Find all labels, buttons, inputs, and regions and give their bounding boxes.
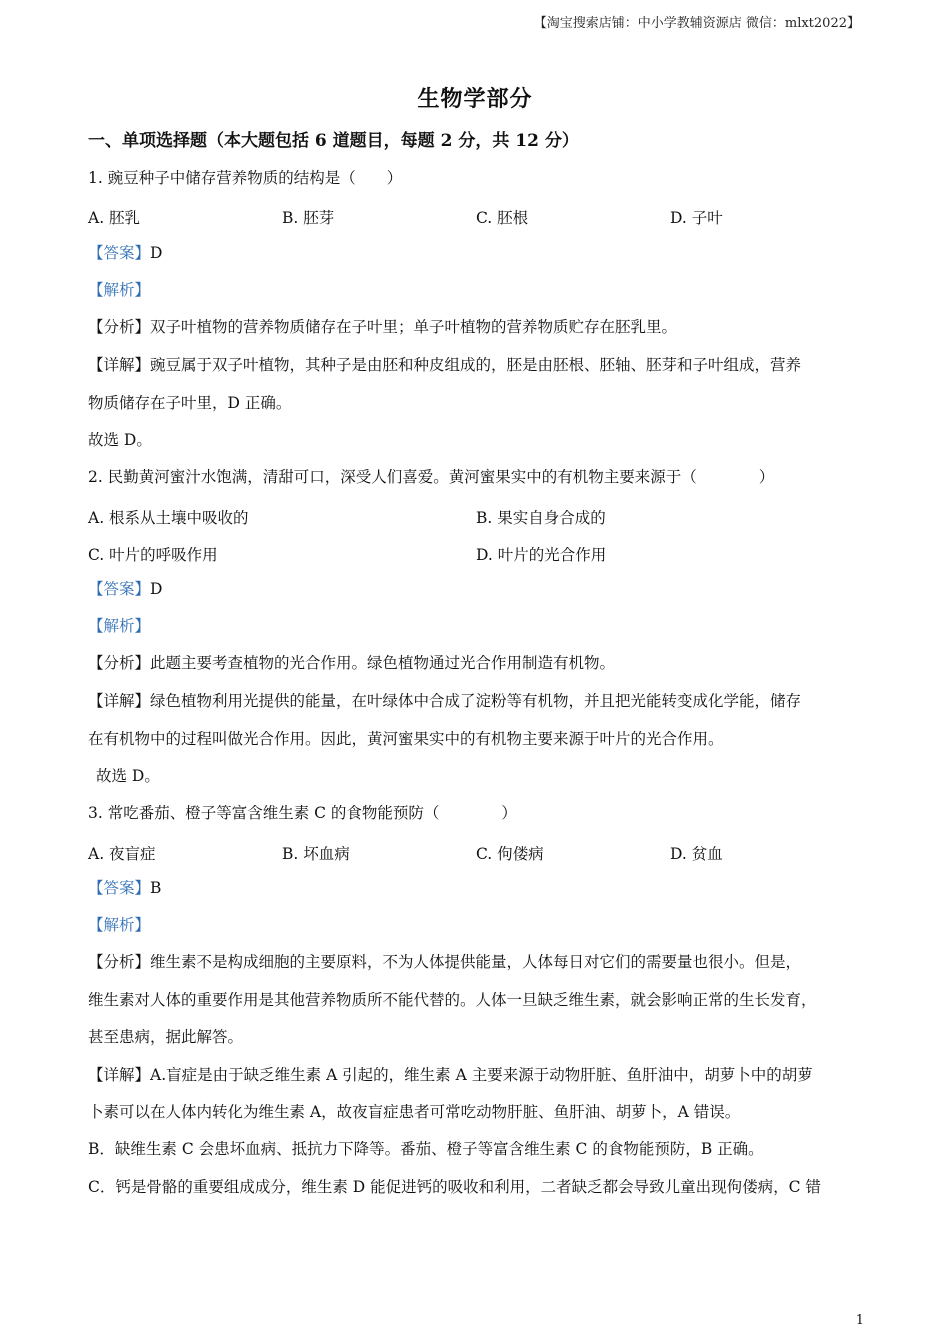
xiangjie-text: 豌豆属于双子叶植物，其种子是由胚和种皮组成的，胚是由胚根、胚轴、胚芽和子叶组成，营养 <box>150 356 802 374</box>
question-3-fenxi <box>88 953 801 972</box>
page-number: 1 <box>855 1313 864 1328</box>
question-1-xiangjie <box>88 356 801 375</box>
question-3-jiexi-tag: 【解析】 <box>88 916 151 934</box>
answer-tag: 【答案】 <box>88 580 151 598</box>
question-3-fenxi-cont-1: 维生素对人体的重要作用是其他营养物质所不能代替的。人体一旦缺乏维生素，就会影响正常的生长发育， <box>88 991 817 1009</box>
question-3-fenxi-cont-2: 甚至患病，据此解答。 <box>88 1028 244 1046</box>
xiangjie-tag: 【详解】 <box>88 356 151 374</box>
question-2-conclusion: 故选 D。 <box>96 767 160 785</box>
question-1-option-b: B. 胚芽 <box>282 209 335 227</box>
section-heading: 一、单项选择题（本大题包括 6 道题目，每题 2 分，共 12 分） <box>88 131 579 151</box>
question-1-stem: 1. 豌豆种子中储存营养物质的结构是（ ） <box>88 169 403 187</box>
question-3-xiangjie-cont-3: C．钙是骨骼的重要组成成分，维生素 D 能促进钙的吸收和利用，二者缺乏都会导致儿童出现佝偻病，C 错 <box>88 1178 821 1196</box>
fenxi-tag: 【分析】 <box>88 953 151 971</box>
question-2-stem: 2. 民勤黄河蜜汁水饱满，清甜可口，深受人们喜爱。黄河蜜果实中的有机物主要来源于（ ） <box>88 468 775 486</box>
question-1-fenxi <box>88 318 677 337</box>
question-1-option-a: A. 胚乳 <box>88 209 141 227</box>
fenxi-text: 维生素不是构成细胞的主要原料，不为人体提供能量，人体每日对它们的需要量也很小。但是， <box>150 953 802 971</box>
question-3-option-d: D. 贫血 <box>670 845 723 863</box>
fenxi-tag: 【分析】 <box>88 654 151 672</box>
xiangjie-text: 绿色植物利用光提供的能量，在叶绿体中合成了淀粉等有机物，并且把光能转变成化学能，储存 <box>150 692 802 710</box>
question-1-conclusion: 故选 D。 <box>88 431 152 449</box>
question-2-option-b: B. 果实自身合成的 <box>476 509 606 527</box>
question-3-option-b: B. 坏血病 <box>282 845 350 863</box>
question-3-stem: 3. 常吃番茄、橙子等富含维生素 C 的食物能预防（ ） <box>88 804 517 822</box>
question-2-option-c: C. 叶片的呼吸作用 <box>88 546 218 564</box>
xiangjie-tag: 【详解】 <box>88 692 151 710</box>
question-2-option-a: A. 根系从土壤中吸收的 <box>88 509 249 527</box>
answer-tag: 【答案】 <box>88 244 151 262</box>
question-3-xiangjie <box>88 1066 813 1085</box>
question-3-xiangjie-cont-1: 卜素可以在人体内转化为维生素 A，故夜盲症患者可常吃动物肝脏、鱼肝油、胡萝卜，A 错误。 <box>88 1103 741 1121</box>
xiangjie-tag: 【详解】 <box>88 1066 151 1084</box>
answer-value: D <box>150 580 163 598</box>
question-1-option-c: C. 胚根 <box>476 209 529 227</box>
question-2-fenxi <box>88 654 615 673</box>
question-1-answer <box>88 244 162 263</box>
question-1-jiexi-tag: 【解析】 <box>88 281 151 299</box>
question-3-option-c: C. 佝偻病 <box>476 845 544 863</box>
question-1-xiangjie-cont: 物质储存在子叶里，D 正确。 <box>88 394 292 412</box>
question-3-answer <box>88 879 161 898</box>
page-title: 生物学部分 <box>417 86 533 112</box>
question-2-xiangjie <box>88 692 801 711</box>
fenxi-tag: 【分析】 <box>88 318 151 336</box>
page-header: 【淘宝搜索店铺：中小学教辅资源店 微信：mlxt2022】 <box>533 16 860 31</box>
answer-value: D <box>150 244 163 262</box>
question-3-option-a: A. 夜盲症 <box>88 845 156 863</box>
xiangjie-text: A.盲症是由于缺乏维生素 A 引起的，维生素 A 主要来源于动物肝脏、鱼肝油中，胡萝卜中的胡萝 <box>150 1066 813 1084</box>
answer-tag: 【答案】 <box>88 879 151 897</box>
question-3-xiangjie-cont-2: B．缺维生素 C 会患坏血病、抵抗力下降等。番茄、橙子等富含维生素 C 的食物能预防，B 正确。 <box>88 1140 764 1158</box>
fenxi-text: 此题主要考查植物的光合作用。绿色植物通过光合作用制造有机物。 <box>150 654 616 672</box>
question-2-jiexi-tag: 【解析】 <box>88 617 151 635</box>
question-1-option-d: D. 子叶 <box>670 209 723 227</box>
question-2-xiangjie-cont: 在有机物中的过程叫做光合作用。因此，黄河蜜果实中的有机物主要来源于叶片的光合作用。 <box>88 730 724 748</box>
question-2-option-d: D. 叶片的光合作用 <box>476 546 607 564</box>
answer-value: B <box>150 879 162 897</box>
fenxi-text: 双子叶植物的营养物质储存在子叶里；单子叶植物的营养物质贮存在胚乳里。 <box>150 318 678 336</box>
question-2-answer <box>88 580 162 599</box>
